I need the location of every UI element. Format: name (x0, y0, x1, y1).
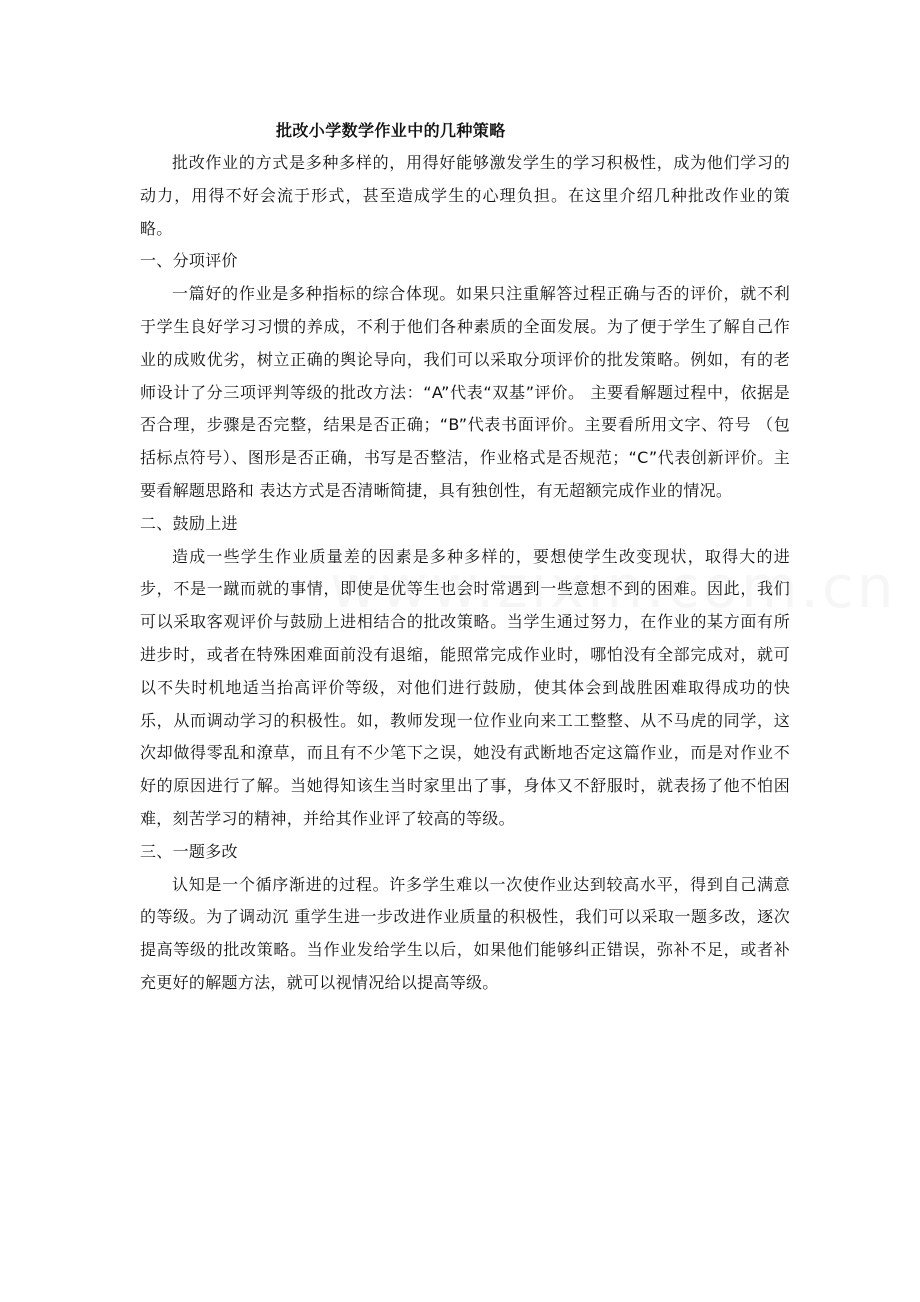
section-heading-2: 二、鼓励上进 (140, 513, 238, 533)
section-body-3: 认知是一个循序渐进的过程。许多学生难以一次使作业达到较高水平，得到自己满意的等级。为了调动沉 重学生进一步改进作业质量的积极性，我们可以采取一题多改，逐次提高等级的批改策略。当作业发给学生以后，如果他们能够纠正错误，弥补不足，或者补充更好的解题方法，就可以视情况给以提高等级。 (140, 874, 790, 992)
document-title: 批改小学数学作业中的几种策略 (276, 121, 506, 140)
document-body (140, 147, 790, 1000)
section-heading-3: 三、一题多改 (140, 841, 238, 861)
section-body-2: 造成一些学生作业质量差的因素是多种多样的，要想使学生改变现状，取得大的进步，不是一蹴而就的事情，即使是优等生也会时常遇到一些意想不到的困难。因此，我们可以采取客观评价与鼓励上进相结合的批改策略。当学生通过努力，在作业的某方面有所进步时，或者在特殊困难面前没有退缩，能照常完成作业时，哪怕没有全部完成对，就可以不失时机地适当抬高评价等级，对他们进行鼓励，使其体会到战胜困难取得成功的快乐，从而调动学习的积极性。如，教师发现一位作业向来工工整整、从不马虎的同学，这次却做得零乱和潦草，而且有不少笔下之误，她没有武断地否定这篇作业，而是对作业不好的原因进行了解。当她得知该生当时家里出了事，身体又不舒服时，就表扬了他不怕困难，刻苦学习的精神，并给其作业评了较高的等级。 (140, 546, 790, 828)
section-body-1: 一篇好的作业是多种指标的综合体现。如果只注重解答过程正确与否的评价，就不利于学生良好学习习惯的养成，不利于他们各种素质的全面发展。为了便于学生了解自己作业的成败优劣，树立正确的舆论导向，我们可以采取分项评价的批发策略。例如，有的老师设计了分三项评判等级的批改方法：“A”代表“双基”评价。 主要看解题过程中，依据是否合理，步骤是否完整，结果是否正确；“B”代表书面评价。主要看所用文字、符号 （包括标点符号）、图形是否正确，书写是否整洁，作业格式是否规范；“C”代表创新评价。主要看解题思路和 表达方式是否清晰简捷，具有独创性，有无超额完成作业的情况。 (140, 284, 790, 500)
section-heading-1: 一、分项评价 (140, 251, 238, 271)
intro-paragraph: 批改作业的方式是多种多样的，用得好能够激发学生的学习积极性，成为他们学习的动力，用得不好会流于形式，甚至造成学生的心理负担。在这里介绍几种批改作业的策略。 (140, 153, 790, 238)
